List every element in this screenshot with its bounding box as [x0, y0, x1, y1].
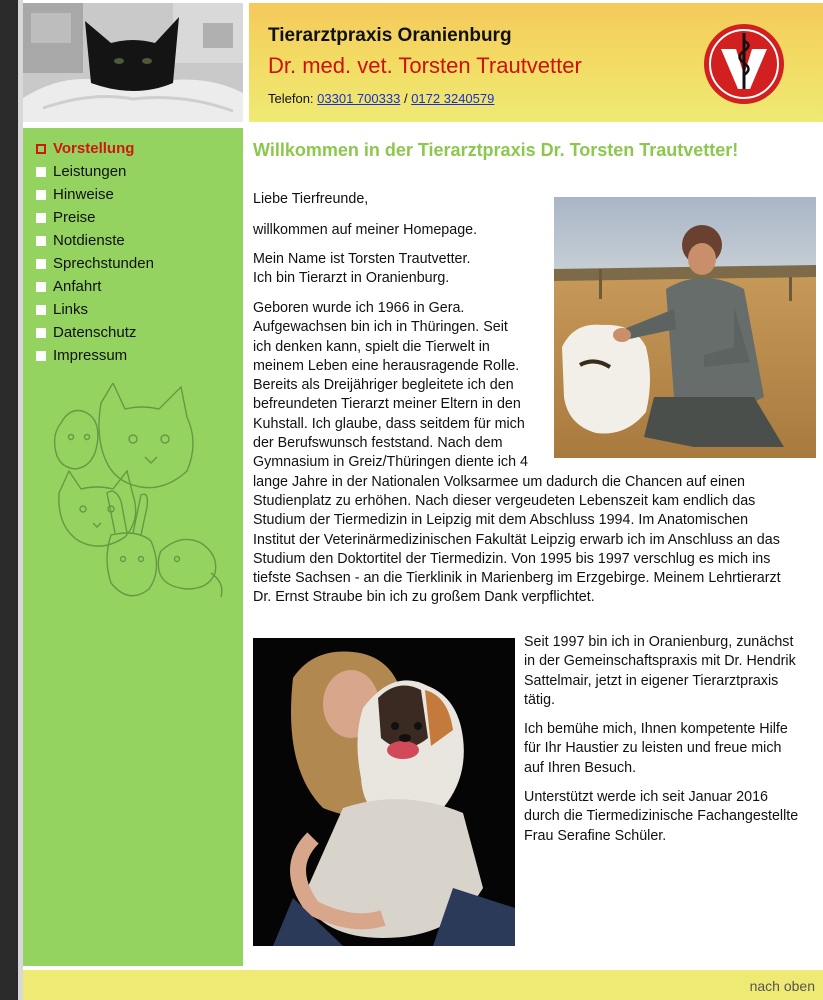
para-oranienburg	[524, 633, 819, 710]
bio-line: Bereits als Dreijähriger begleitete ich den	[253, 377, 514, 394]
page-headline: Willkommen in der Tierarztpraxis Dr. Torsten Trautvetter!	[253, 140, 739, 160]
para-line: Seit 1997 bin ich in Oranienburg, zunächst	[524, 634, 794, 650]
vet-logo-icon	[703, 23, 785, 105]
para-greeting: Liebe Tierfreunde,	[253, 191, 369, 207]
main-nav	[36, 137, 154, 367]
nav-item-hinweise[interactable]	[36, 183, 154, 206]
sidebar	[23, 128, 243, 966]
para-welcome: willkommen auf meiner Homepage.	[253, 222, 478, 238]
para-line: durch die Tiermedizinische Fachangestellte	[524, 808, 799, 825]
assistant-with-dog-photo	[253, 638, 515, 946]
nav-bullet-icon	[36, 328, 46, 338]
bio-line: Dr. Ernst Straube bin ich zu großem Dank verpflichtet.	[253, 589, 595, 606]
para-help	[524, 720, 819, 778]
bio-line: ich denken kann, spielt die Tierwelt in	[253, 338, 490, 355]
para-intro-line: Mein Name ist Torsten Trautvetter.	[253, 251, 471, 267]
header	[249, 3, 823, 122]
nav-item-label: Sprechstunden	[53, 255, 154, 272]
phone-link-1[interactable]: 03301 700333	[317, 91, 401, 106]
nav-item-label: Vorstellung	[53, 140, 135, 157]
phone-label: Telefon:	[268, 91, 314, 106]
nav-item-notdienste[interactable]	[36, 229, 154, 252]
para-intro-line: Ich bin Tierarzt in Oranienburg.	[253, 270, 450, 287]
nav-item-leistungen[interactable]	[36, 160, 154, 183]
para-line: Frau Serafine Schüler.	[524, 827, 667, 844]
para-line: Ich bemühe mich, Ihnen kompetente Hilfe	[524, 721, 788, 737]
bio-line: tiefste Sachsen - an die Tierklinik in Marienberg im Erzgebirge. Meinem Lehrtierarzt	[253, 570, 781, 587]
nav-bullet-icon	[36, 190, 46, 200]
phone-link-2[interactable]: 0172 3240579	[411, 91, 495, 106]
nav-bullet-icon	[36, 167, 46, 177]
para-line: für Ihr Haustier zu leisten und freue mich	[524, 740, 782, 757]
nav-item-preise[interactable]	[36, 206, 154, 229]
bio-line: Institut der Veterinärmedizinischen Fakultät Leipzig erwarb ich im Anschluss an das	[253, 531, 780, 548]
bio-line: Studium der Tiermedizin in Leipzig mit dem Abschluss 1994. Im Anatomischen	[253, 512, 749, 529]
animal-sketch-illustration	[41, 383, 227, 623]
phone-line	[268, 91, 494, 106]
nav-item-label: Impressum	[53, 347, 128, 364]
nav-item-label: Notdienste	[53, 232, 125, 249]
phone-separator: /	[403, 91, 408, 106]
para-line: tätig.	[524, 691, 555, 708]
back-to-top-link[interactable]: nach oben	[749, 978, 815, 994]
bio-line: meinem Leben eine herausragende Rolle.	[253, 357, 520, 374]
para-line: auf Ihren Besuch.	[524, 759, 637, 776]
nav-bullet-icon	[36, 236, 46, 246]
bio-line: der Berufswunsch feststand. Nach dem	[253, 435, 503, 452]
bio-line: lange Jahre in der Nationalen Volksarmee um dadurch die Chancen auf einen	[253, 473, 745, 490]
nav-item-vorstellung[interactable]	[36, 137, 154, 160]
bio-line: befreundeten Tierarzt meiner Eltern in den	[253, 396, 521, 413]
nav-item-label: Leistungen	[53, 163, 127, 180]
nav-item-label: Preise	[53, 209, 96, 226]
nav-bullet-icon	[36, 259, 46, 269]
para-line: Unterstützt werde ich seit Januar 2016	[524, 789, 768, 805]
nav-bullet-icon	[36, 282, 46, 292]
site-subtitle: Dr. med. vet. Torsten Trautvetter	[268, 53, 582, 78]
bio-line: Studienplatz zu erhöhen. Nach dieser vergeudeten Lebenszeit kam endlich das	[253, 492, 756, 509]
para-line: Sattelmair, jetzt in eigener Tierarztpraxis	[524, 672, 779, 689]
nav-item-label: Datenschutz	[53, 324, 137, 341]
footer	[23, 970, 823, 1000]
bio-line: Studium den Doktortitel der Tiermedizin. Von 1995 bis 1997 verschlug es mich ins	[253, 550, 771, 567]
nav-item-links[interactable]	[36, 298, 154, 321]
para-biography	[253, 299, 819, 608]
nav-bullet-icon	[36, 144, 46, 154]
para-line: in der Gemeinschaftspraxis mit Dr. Hendrik	[524, 653, 796, 670]
nav-bullet-icon	[36, 305, 46, 315]
site-title: Tierarztpraxis Oranienburg	[268, 25, 512, 46]
nav-item-anfahrt[interactable]	[36, 275, 154, 298]
black-cat-photo	[23, 3, 243, 122]
nav-bullet-icon	[36, 213, 46, 223]
nav-bullet-icon	[36, 351, 46, 361]
nav-item-sprechstunden[interactable]	[36, 252, 154, 275]
nav-item-label: Links	[53, 301, 89, 318]
left-dark-bar	[0, 0, 18, 1000]
para-support	[524, 788, 819, 846]
nav-item-label: Anfahrt	[53, 278, 102, 295]
bio-line: Aufgewachsen bin ich in Thüringen. Seit	[253, 319, 508, 336]
para-intro	[253, 250, 549, 289]
nav-item-datenschutz[interactable]	[36, 321, 154, 344]
bio-line: Geboren wurde ich 1966 in Gera.	[253, 300, 465, 316]
nav-item-impressum[interactable]	[36, 344, 154, 367]
bio-line: Kuhstall. Ich glaube, dass seitdem für mich	[253, 415, 525, 432]
bio-line: Gymnasium in Greiz/Thüringen diente ich 4	[253, 454, 528, 471]
nav-item-label: Hinweise	[53, 186, 114, 203]
